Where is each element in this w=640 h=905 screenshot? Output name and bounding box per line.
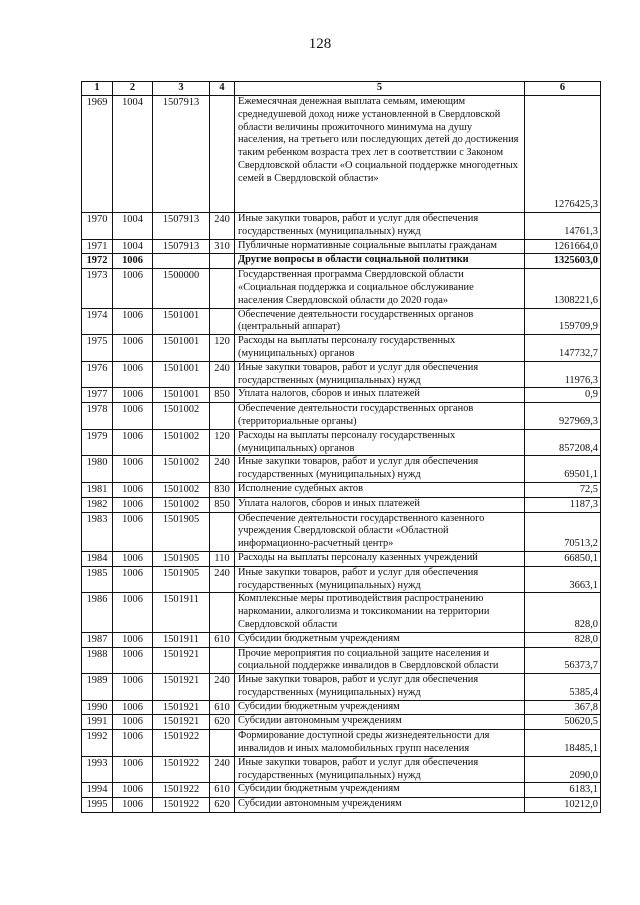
table-row — [82, 497, 601, 512]
item-name-cell: Обеспечение деятельности государственных органов (центральный аппарат) — [235, 308, 525, 335]
table-row — [82, 593, 601, 632]
article-code-cell: 1507913 — [153, 96, 210, 213]
item-name-cell: Иные закупки товаров, работ и услуг для обеспечения государственных (муниципальных) нужд — [235, 674, 525, 701]
table-row — [82, 403, 601, 430]
article-code-cell: 1501922 — [153, 730, 210, 757]
row-number-cell: 1987 — [82, 632, 113, 647]
amount-cell: 6183,1 — [525, 783, 601, 798]
row-number-cell: 1973 — [82, 269, 113, 308]
section-code-cell: 1006 — [113, 674, 153, 701]
section-code-cell: 1006 — [113, 361, 153, 388]
item-name-cell: Прочие мероприятия по социальной защите населения и социальной поддержке инвалидов в Свердловской области — [235, 647, 525, 674]
section-code-cell: 1006 — [113, 429, 153, 456]
expense-type-cell — [210, 254, 235, 269]
expense-type-cell — [210, 96, 235, 213]
amount-cell: 367,8 — [525, 700, 601, 715]
section-code-cell: 1004 — [113, 239, 153, 254]
table-row — [82, 429, 601, 456]
amount-cell: 72,5 — [525, 482, 601, 497]
row-number-cell: 1974 — [82, 308, 113, 335]
article-code-cell: 1501002 — [153, 403, 210, 430]
table-row — [82, 798, 601, 813]
section-code-cell: 1006 — [113, 730, 153, 757]
expense-type-cell: 620 — [210, 798, 235, 813]
expense-type-cell: 610 — [210, 632, 235, 647]
row-number-cell: 1980 — [82, 456, 113, 483]
article-code-cell: 1501002 — [153, 429, 210, 456]
section-code-cell: 1006 — [113, 551, 153, 566]
item-name-cell: Иные закупки товаров, работ и услуг для обеспечения государственных (муниципальных) нужд — [235, 566, 525, 593]
expense-type-cell — [210, 512, 235, 551]
table-row — [82, 269, 601, 308]
item-name-cell: Иные закупки товаров, работ и услуг для обеспечения государственных (муниципальных) нужд — [235, 361, 525, 388]
article-code-cell: 1501911 — [153, 593, 210, 632]
expense-type-cell: 620 — [210, 715, 235, 730]
expense-type-cell: 120 — [210, 335, 235, 362]
row-number-cell: 1989 — [82, 674, 113, 701]
row-number-cell: 1976 — [82, 361, 113, 388]
item-name-cell: Обеспечение деятельности государственных органов (территориальные органы) — [235, 403, 525, 430]
amount-cell: 66850,1 — [525, 551, 601, 566]
item-name-cell: Государственная программа Свердловской области «Социальная поддержка и социальное обслуживание населения Свердловской области до 2020 года» — [235, 269, 525, 308]
item-name-cell: Субсидии бюджетным учреждениям — [235, 632, 525, 647]
expense-type-cell — [210, 403, 235, 430]
article-code-cell: 1501002 — [153, 482, 210, 497]
amount-cell: 70513,2 — [525, 512, 601, 551]
item-name-cell: Субсидии автономным учреждениям — [235, 715, 525, 730]
table-row — [82, 482, 601, 497]
row-number-cell: 1970 — [82, 213, 113, 240]
table-row — [82, 632, 601, 647]
article-code-cell: 1501001 — [153, 308, 210, 335]
expense-type-cell: 850 — [210, 497, 235, 512]
row-number-cell: 1978 — [82, 403, 113, 430]
item-name-cell: Исполнение судебных актов — [235, 482, 525, 497]
expense-type-cell: 240 — [210, 566, 235, 593]
section-code-cell: 1006 — [113, 456, 153, 483]
expense-type-cell — [210, 308, 235, 335]
expense-type-cell: 830 — [210, 482, 235, 497]
amount-cell: 10212,0 — [525, 798, 601, 813]
table-row — [82, 456, 601, 483]
item-name-cell: Расходы на выплаты персоналу государственных (муниципальных) органов — [235, 335, 525, 362]
amount-cell: 5385,4 — [525, 674, 601, 701]
item-name-cell: Уплата налогов, сборов и иных платежей — [235, 497, 525, 512]
article-code-cell: 1501922 — [153, 756, 210, 783]
item-name-cell: Формирование доступной среды жизнедеятельности для инвалидов и иных маломобильных групп населения — [235, 730, 525, 757]
table-row — [82, 96, 601, 213]
column-header: 6 — [525, 82, 601, 96]
article-code-cell: 1507913 — [153, 213, 210, 240]
item-name-cell: Другие вопросы в области социальной политики — [235, 254, 525, 269]
table-row — [82, 308, 601, 335]
amount-cell: 1308221,6 — [525, 269, 601, 308]
article-code-cell: 1501905 — [153, 551, 210, 566]
row-number-cell: 1988 — [82, 647, 113, 674]
article-code-cell: 1507913 — [153, 239, 210, 254]
item-name-cell: Уплата налогов, сборов и иных платежей — [235, 388, 525, 403]
section-code-cell: 1006 — [113, 403, 153, 430]
article-code-cell: 1501002 — [153, 497, 210, 512]
row-number-cell: 1983 — [82, 512, 113, 551]
row-number-cell: 1985 — [82, 566, 113, 593]
article-code-cell: 1501911 — [153, 632, 210, 647]
section-code-cell: 1006 — [113, 482, 153, 497]
column-header: 5 — [235, 82, 525, 96]
row-number-cell: 1994 — [82, 783, 113, 798]
section-code-cell: 1006 — [113, 756, 153, 783]
section-code-cell: 1006 — [113, 593, 153, 632]
item-name-cell: Субсидии бюджетным учреждениям — [235, 700, 525, 715]
item-name-cell: Расходы на выплаты персоналу государственных (муниципальных) органов — [235, 429, 525, 456]
row-number-cell: 1977 — [82, 388, 113, 403]
section-code-cell: 1006 — [113, 308, 153, 335]
section-code-cell: 1006 — [113, 497, 153, 512]
amount-cell: 56373,7 — [525, 647, 601, 674]
table-row — [82, 647, 601, 674]
amount-cell: 1276425,3 — [525, 96, 601, 213]
amount-cell: 159709,9 — [525, 308, 601, 335]
budget-table — [81, 81, 601, 813]
article-code-cell — [153, 254, 210, 269]
section-code-cell: 1006 — [113, 647, 153, 674]
section-code-cell: 1006 — [113, 700, 153, 715]
article-code-cell: 1501922 — [153, 783, 210, 798]
section-code-cell: 1004 — [113, 213, 153, 240]
table-row — [82, 254, 601, 269]
expense-type-cell: 240 — [210, 361, 235, 388]
row-number-cell: 1992 — [82, 730, 113, 757]
item-name-cell: Публичные нормативные социальные выплаты гражданам — [235, 239, 525, 254]
column-header: 1 — [82, 82, 113, 96]
article-code-cell: 1500000 — [153, 269, 210, 308]
article-code-cell: 1501905 — [153, 512, 210, 551]
column-header: 4 — [210, 82, 235, 96]
article-code-cell: 1501002 — [153, 456, 210, 483]
row-number-cell: 1981 — [82, 482, 113, 497]
amount-cell: 50620,5 — [525, 715, 601, 730]
amount-cell: 14761,3 — [525, 213, 601, 240]
table-header-row — [82, 82, 601, 96]
item-name-cell: Иные закупки товаров, работ и услуг для обеспечения государственных (муниципальных) нужд — [235, 456, 525, 483]
table-row — [82, 783, 601, 798]
article-code-cell: 1501921 — [153, 647, 210, 674]
section-code-cell: 1006 — [113, 715, 153, 730]
table-row — [82, 674, 601, 701]
amount-cell: 828,0 — [525, 593, 601, 632]
table-row — [82, 756, 601, 783]
table-row — [82, 715, 601, 730]
section-code-cell: 1006 — [113, 783, 153, 798]
row-number-cell: 1986 — [82, 593, 113, 632]
expense-type-cell — [210, 647, 235, 674]
section-code-cell: 1006 — [113, 254, 153, 269]
row-number-cell: 1975 — [82, 335, 113, 362]
article-code-cell: 1501922 — [153, 798, 210, 813]
expense-type-cell — [210, 730, 235, 757]
amount-cell: 2090,0 — [525, 756, 601, 783]
amount-cell: 1187,3 — [525, 497, 601, 512]
amount-cell: 0,9 — [525, 388, 601, 403]
item-name-cell: Ежемесячная денежная выплата семьям, имеющим среднедушевой доход ниже установленной в Свердловской области величины прожиточного минимума на душу населения, на третьего или последующих детей до достижения таким ребенком возраста трех лет в соответствии с Законом Свердловской области «О социальной поддержке многодетных семей в Свердловской области» — [235, 96, 525, 213]
expense-type-cell: 120 — [210, 429, 235, 456]
section-code-cell: 1006 — [113, 388, 153, 403]
item-name-cell: Иные закупки товаров, работ и услуг для обеспечения государственных (муниципальных) нужд — [235, 756, 525, 783]
table-row — [82, 700, 601, 715]
amount-cell: 828,0 — [525, 632, 601, 647]
section-code-cell: 1006 — [113, 798, 153, 813]
expense-type-cell — [210, 269, 235, 308]
row-number-cell: 1990 — [82, 700, 113, 715]
section-code-cell: 1006 — [113, 269, 153, 308]
amount-cell: 1261664,0 — [525, 239, 601, 254]
row-number-cell: 1993 — [82, 756, 113, 783]
section-code-cell: 1006 — [113, 335, 153, 362]
section-code-cell: 1006 — [113, 566, 153, 593]
article-code-cell: 1501921 — [153, 715, 210, 730]
expense-type-cell: 610 — [210, 700, 235, 715]
amount-cell: 69501,1 — [525, 456, 601, 483]
table-row — [82, 551, 601, 566]
row-number-cell: 1979 — [82, 429, 113, 456]
page-number: 128 — [308, 36, 332, 52]
amount-cell: 1325603,0 — [525, 254, 601, 269]
expense-type-cell: 240 — [210, 213, 235, 240]
item-name-cell: Расходы на выплаты персоналу казенных учреждений — [235, 551, 525, 566]
amount-cell: 927969,3 — [525, 403, 601, 430]
expense-type-cell: 310 — [210, 239, 235, 254]
article-code-cell: 1501001 — [153, 388, 210, 403]
row-number-cell: 1995 — [82, 798, 113, 813]
article-code-cell: 1501921 — [153, 700, 210, 715]
amount-cell: 857208,4 — [525, 429, 601, 456]
expense-type-cell: 850 — [210, 388, 235, 403]
row-number-cell: 1972 — [82, 254, 113, 269]
article-code-cell: 1501921 — [153, 674, 210, 701]
amount-cell: 147732,7 — [525, 335, 601, 362]
expense-type-cell — [210, 593, 235, 632]
table-row — [82, 213, 601, 240]
amount-cell: 3663,1 — [525, 566, 601, 593]
article-code-cell: 1501905 — [153, 566, 210, 593]
item-name-cell: Иные закупки товаров, работ и услуг для обеспечения государственных (муниципальных) нужд — [235, 213, 525, 240]
item-name-cell: Комплексные меры противодействия распространению наркомании, алкоголизма и токсикомании на территории Свердловской области — [235, 593, 525, 632]
expense-type-cell: 240 — [210, 674, 235, 701]
item-name-cell: Субсидии автономным учреждениям — [235, 798, 525, 813]
row-number-cell: 1971 — [82, 239, 113, 254]
item-name-cell: Субсидии бюджетным учреждениям — [235, 783, 525, 798]
article-code-cell: 1501001 — [153, 335, 210, 362]
expense-type-cell: 610 — [210, 783, 235, 798]
expense-type-cell: 110 — [210, 551, 235, 566]
item-name-cell: Обеспечение деятельности государственного казенного учреждения Свердловской области «Областной информационно-расчетный центр» — [235, 512, 525, 551]
table-row — [82, 730, 601, 757]
row-number-cell: 1982 — [82, 497, 113, 512]
table-row — [82, 361, 601, 388]
table-row — [82, 566, 601, 593]
expense-type-cell: 240 — [210, 456, 235, 483]
table-row — [82, 239, 601, 254]
article-code-cell: 1501001 — [153, 361, 210, 388]
amount-cell: 11976,3 — [525, 361, 601, 388]
section-code-cell: 1006 — [113, 632, 153, 647]
amount-cell: 18485,1 — [525, 730, 601, 757]
row-number-cell: 1984 — [82, 551, 113, 566]
section-code-cell: 1004 — [113, 96, 153, 213]
section-code-cell: 1006 — [113, 512, 153, 551]
row-number-cell: 1969 — [82, 96, 113, 213]
row-number-cell: 1991 — [82, 715, 113, 730]
expense-type-cell: 240 — [210, 756, 235, 783]
table-row — [82, 388, 601, 403]
table-row — [82, 335, 601, 362]
table-row — [82, 512, 601, 551]
column-header: 2 — [113, 82, 153, 96]
column-header: 3 — [153, 82, 210, 96]
